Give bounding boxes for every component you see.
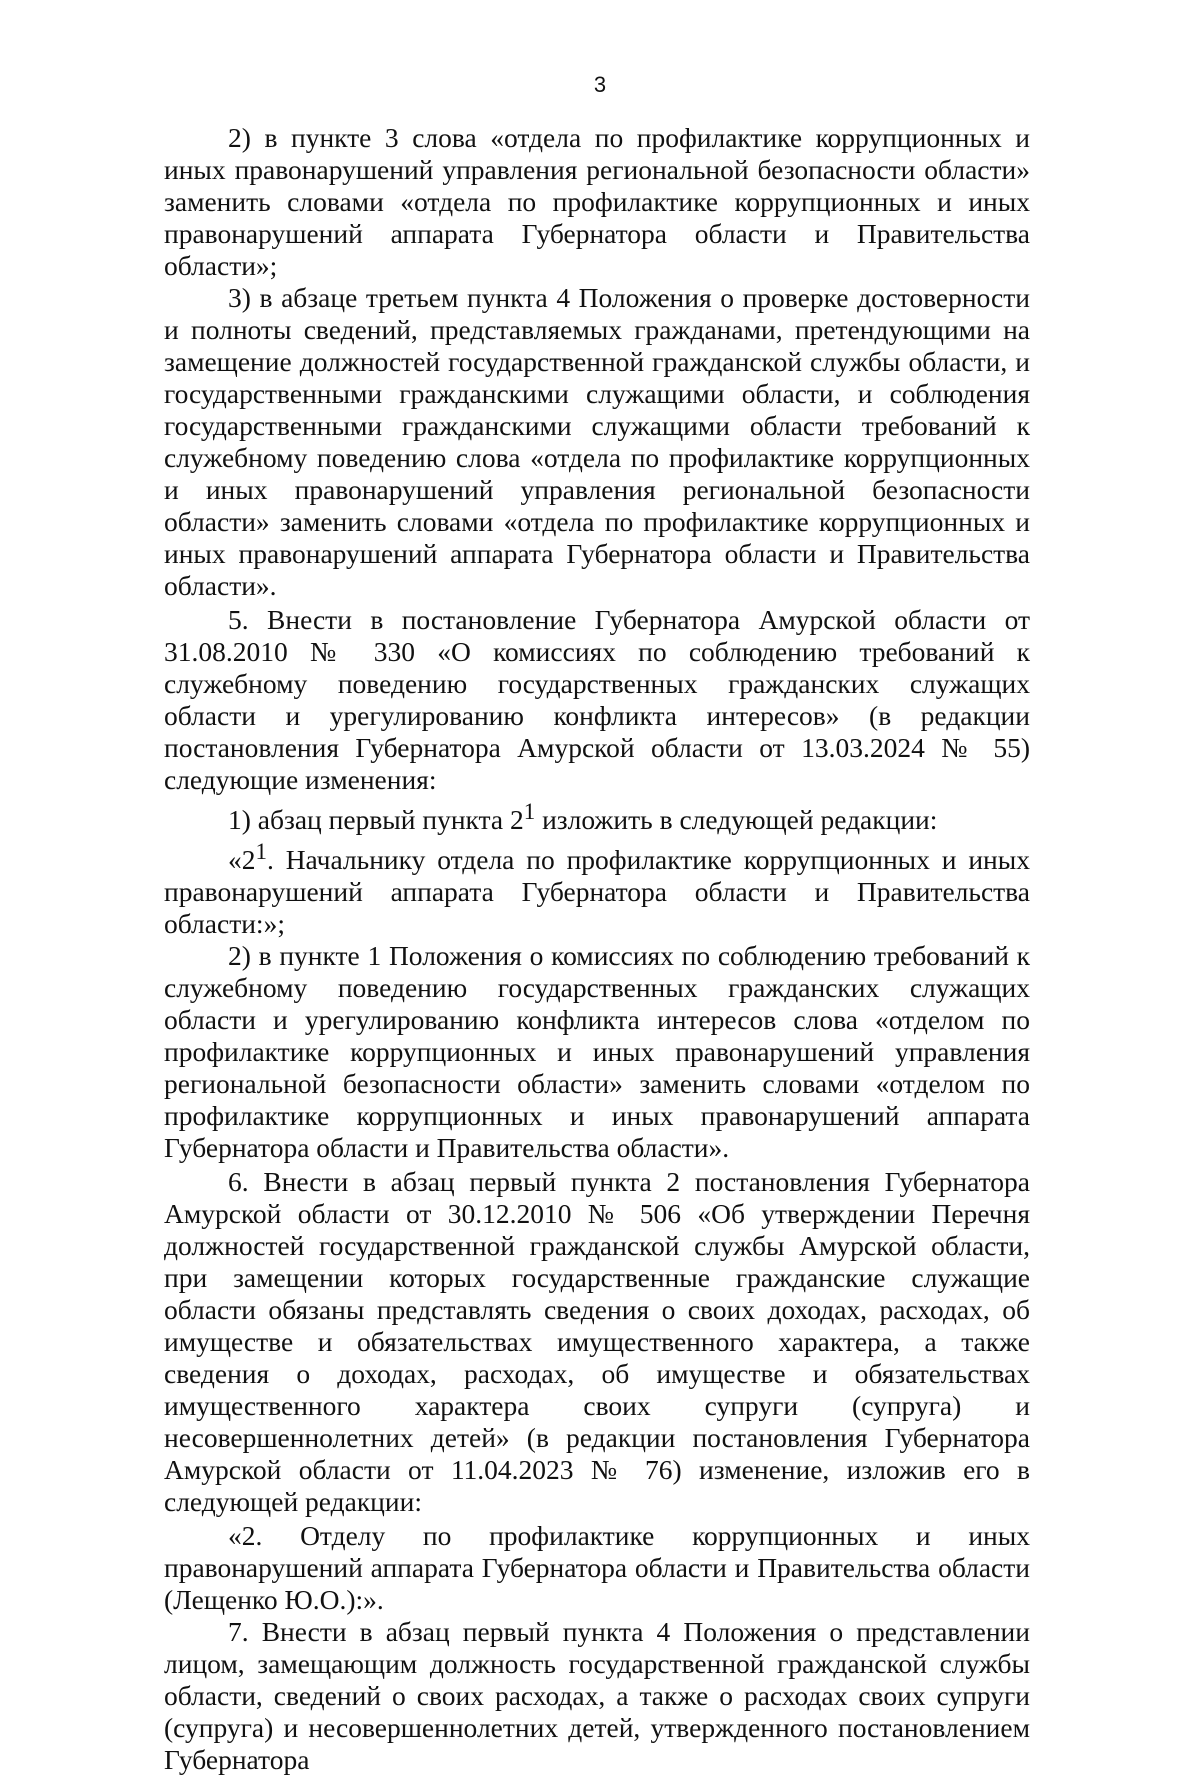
document-body [164,122,1030,1776]
page-number: 3 [593,72,607,97]
paragraph-5-item-1-rest: изложить в следующей редакции: [535,804,938,836]
quote-2-1-start: «2 [228,844,256,876]
paragraph-item-2: 2) в пункте 3 слова «отдела по профилактике коррупционных и иных правонарушений управления региональной безопасности области» заменить словами «отдела по профилактике коррупционных и иных правонарушений аппарата Губернатора области и Правительства области»; [164,122,1030,281]
quote-2-1-text: . Начальнику отдела по профилактике коррупционных и иных правонарушений аппарата Губернатора области и Правительства области:»; [164,844,1030,940]
paragraph-5-item-2: 2) в пункте 1 Положения о комиссиях по соблюдению требований к служебному поведению государственных гражданских служащих области и урегулированию конфликта интересов слова «отделом по профилактике коррупционных и иных правонарушений управления региональной безопасности области» заменить словами «отделом по профилактике коррупционных и иных правонарушений аппарата Губернатора области и Правительства области». [164,940,1030,1164]
paragraph-section-5: 5. Внести в постановление Губернатора Амурской области от 31.08.2010 № 330 «О комиссиях по соблюдению требований к служебному поведению государственных гражданских служащих области и урегулированию конфликта интересов» (в редакции постановления Губернатора Амурской области от 13.03.2024 № 55) следующие изменения: [164,604,1030,795]
superscript-index: 1 [255,839,267,865]
paragraph-5-item-1-text: 1) абзац первый пункта 2 [228,804,524,836]
paragraph-5-item-1 [164,796,1030,836]
paragraph-item-3: 3) в абзаце третьем пункта 4 Положения о проверке достоверности и полноты сведений, представляемых гражданами, претендующими на замещение должностей государственной гражданской службы области, и государственными гражданскими служащими области, и соблюдения государственными гражданскими служащими области требований к служебному поведению слова «отдела по профилактике коррупционных и иных правонарушений управления региональной безопасности области» заменить словами «отдела по профилактике коррупционных и иных правонарушений аппарата Губернатора области и Правительства области». [164,282,1030,601]
paragraph-quote-2: «2. Отделу по профилактике коррупционных и иных правонарушений аппарата Губернатора области и Правительства области (Лещенко Ю.О.):». [164,1520,1030,1616]
paragraph-quote-2-1 [164,836,1030,940]
paragraph-section-6: 6. Внести в абзац первый пункта 2 постановления Губернатора Амурской области от 30.12.2010 № 506 «Об утверждении Перечня должностей государственной гражданской службы Амурской области, при замещении которых государственные гражданские служащие области обязаны представлять сведения о своих доходах, расходах, об имуществе и обязательствах имущественного характера, а также сведения о доходах, расходах, об имуществе и обязательствах имущественного характера своих супруги (супруга) и несовершеннолетних детей» (в редакции постановления Губернатора Амурской области от 11.04.2023 № 76) изменение, изложив его в следующей редакции: [164,1166,1030,1518]
paragraph-section-7: 7. Внести в абзац первый пункта 4 Положения о представлении лицом, замещающим должность государственной гражданской службы области, сведений о своих расходах, а также о расходах своих супруги (супруга) и несовершеннолетних детей, утвержденного постановлением Губернатора [164,1616,1030,1776]
superscript-index: 1 [523,799,536,824]
